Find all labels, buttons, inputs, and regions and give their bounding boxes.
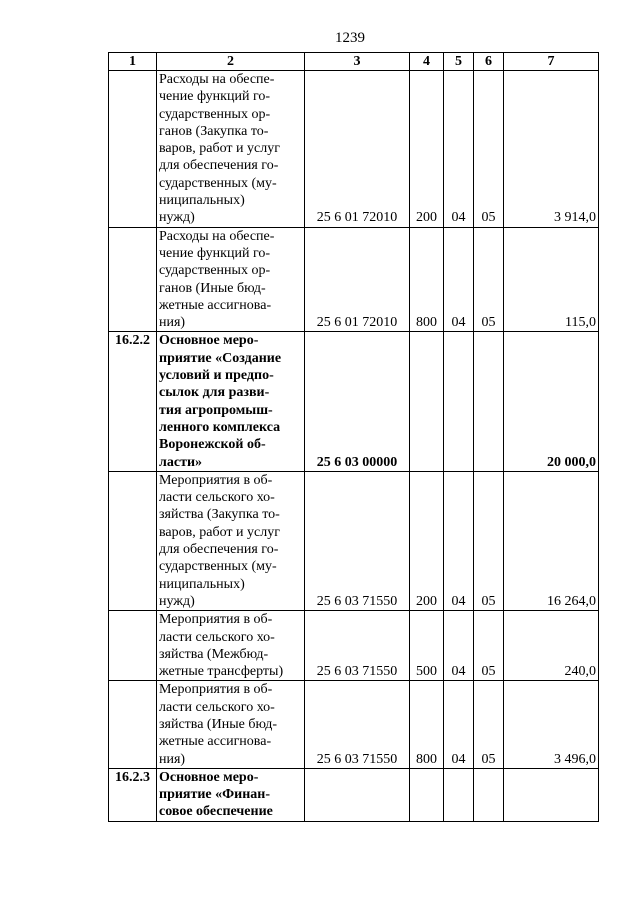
header-col-1: 1 [109, 53, 157, 71]
row-col-6: 05 [474, 681, 504, 768]
table-row [109, 71, 599, 228]
row-col-6: 05 [474, 71, 504, 228]
row-name-text: Мероприятия в об- ласти сельского хо- зяйства (Иные бюд- жетные ассигнова- ния) [159, 682, 277, 767]
row-col-5: 04 [444, 71, 474, 228]
row-col-6 [474, 768, 504, 821]
row-code: 25 6 03 71550 [305, 681, 410, 768]
row-name-text: Основное меро- приятие «Финан- совое обеспечение [159, 769, 273, 820]
row-code: 25 6 03 00000 [305, 332, 410, 471]
row-col-6: 05 [474, 611, 504, 681]
row-col-6 [474, 332, 504, 471]
header-col-5: 5 [444, 53, 474, 71]
row-code: 25 6 03 71550 [305, 471, 410, 610]
table-row [109, 227, 599, 332]
row-number: 16.2.2 [109, 332, 157, 471]
row-code [305, 768, 410, 821]
row-col-4: 800 [410, 681, 444, 768]
table-row [109, 332, 599, 471]
row-name-text: Расходы на обеспе- чение функций го- сударственных ор- ганов (Закупка то- варов, работ и услуг для обеспечения го- сударственных (му- ниципальных) нужд) [159, 72, 280, 226]
table-row [109, 471, 599, 610]
row-amount: 20 000,0 [504, 332, 599, 471]
row-col-5 [444, 332, 474, 471]
header-col-3: 3 [305, 53, 410, 71]
row-name [157, 471, 305, 610]
row-code: 25 6 03 71550 [305, 611, 410, 681]
row-amount: 240,0 [504, 611, 599, 681]
row-number [109, 611, 157, 681]
row-amount: 115,0 [504, 227, 599, 332]
row-col-6: 05 [474, 471, 504, 610]
row-name [157, 611, 305, 681]
row-col-5: 04 [444, 471, 474, 610]
table-row [109, 611, 599, 681]
row-col-5: 04 [444, 681, 474, 768]
row-number [109, 71, 157, 228]
header-row [109, 53, 599, 71]
row-name [157, 768, 305, 821]
row-col-5: 04 [444, 227, 474, 332]
row-col-4: 200 [410, 71, 444, 228]
row-code: 25 6 01 72010 [305, 71, 410, 228]
row-col-4 [410, 768, 444, 821]
row-col-4: 800 [410, 227, 444, 332]
row-amount: 16 264,0 [504, 471, 599, 610]
table-body [109, 71, 599, 822]
table-row [109, 681, 599, 768]
header-col-4: 4 [410, 53, 444, 71]
row-name-text: Мероприятия в об- ласти сельского хо- зяйства (Межбюд- жетные трансферты) [159, 612, 284, 680]
row-name [157, 681, 305, 768]
header-col-2: 2 [157, 53, 305, 71]
row-number [109, 471, 157, 610]
row-name [157, 332, 305, 471]
table-row [109, 768, 599, 821]
row-name [157, 71, 305, 228]
row-name-text: Основное меро- приятие «Создание условий и предпо- сылок для разви- тия агропромыш- ленного комплекса Воронежской об- ласти» [159, 333, 282, 470]
row-amount: 3 914,0 [504, 71, 599, 228]
budget-table [108, 52, 599, 822]
row-col-4: 500 [410, 611, 444, 681]
row-name-text: Расходы на обеспе- чение функций го- сударственных ор- ганов (Иные бюд- жетные ассигнова- ния) [159, 228, 275, 331]
row-amount: 3 496,0 [504, 681, 599, 768]
row-number [109, 227, 157, 332]
row-name [157, 227, 305, 332]
page-number: 1239 [335, 30, 365, 46]
row-amount [504, 768, 599, 821]
header-col-6: 6 [474, 53, 504, 71]
row-code: 25 6 01 72010 [305, 227, 410, 332]
header-col-7: 7 [504, 53, 599, 71]
row-number: 16.2.3 [109, 768, 157, 821]
row-name-text: Мероприятия в об- ласти сельского хо- зяйства (Закупка то- варов, работ и услуг для обеспечения го- сударственных (му- ниципальных) нужд) [159, 472, 280, 609]
row-number [109, 681, 157, 768]
row-col-6: 05 [474, 227, 504, 332]
row-col-5 [444, 768, 474, 821]
row-col-5: 04 [444, 611, 474, 681]
row-col-4: 200 [410, 471, 444, 610]
row-col-4 [410, 332, 444, 471]
